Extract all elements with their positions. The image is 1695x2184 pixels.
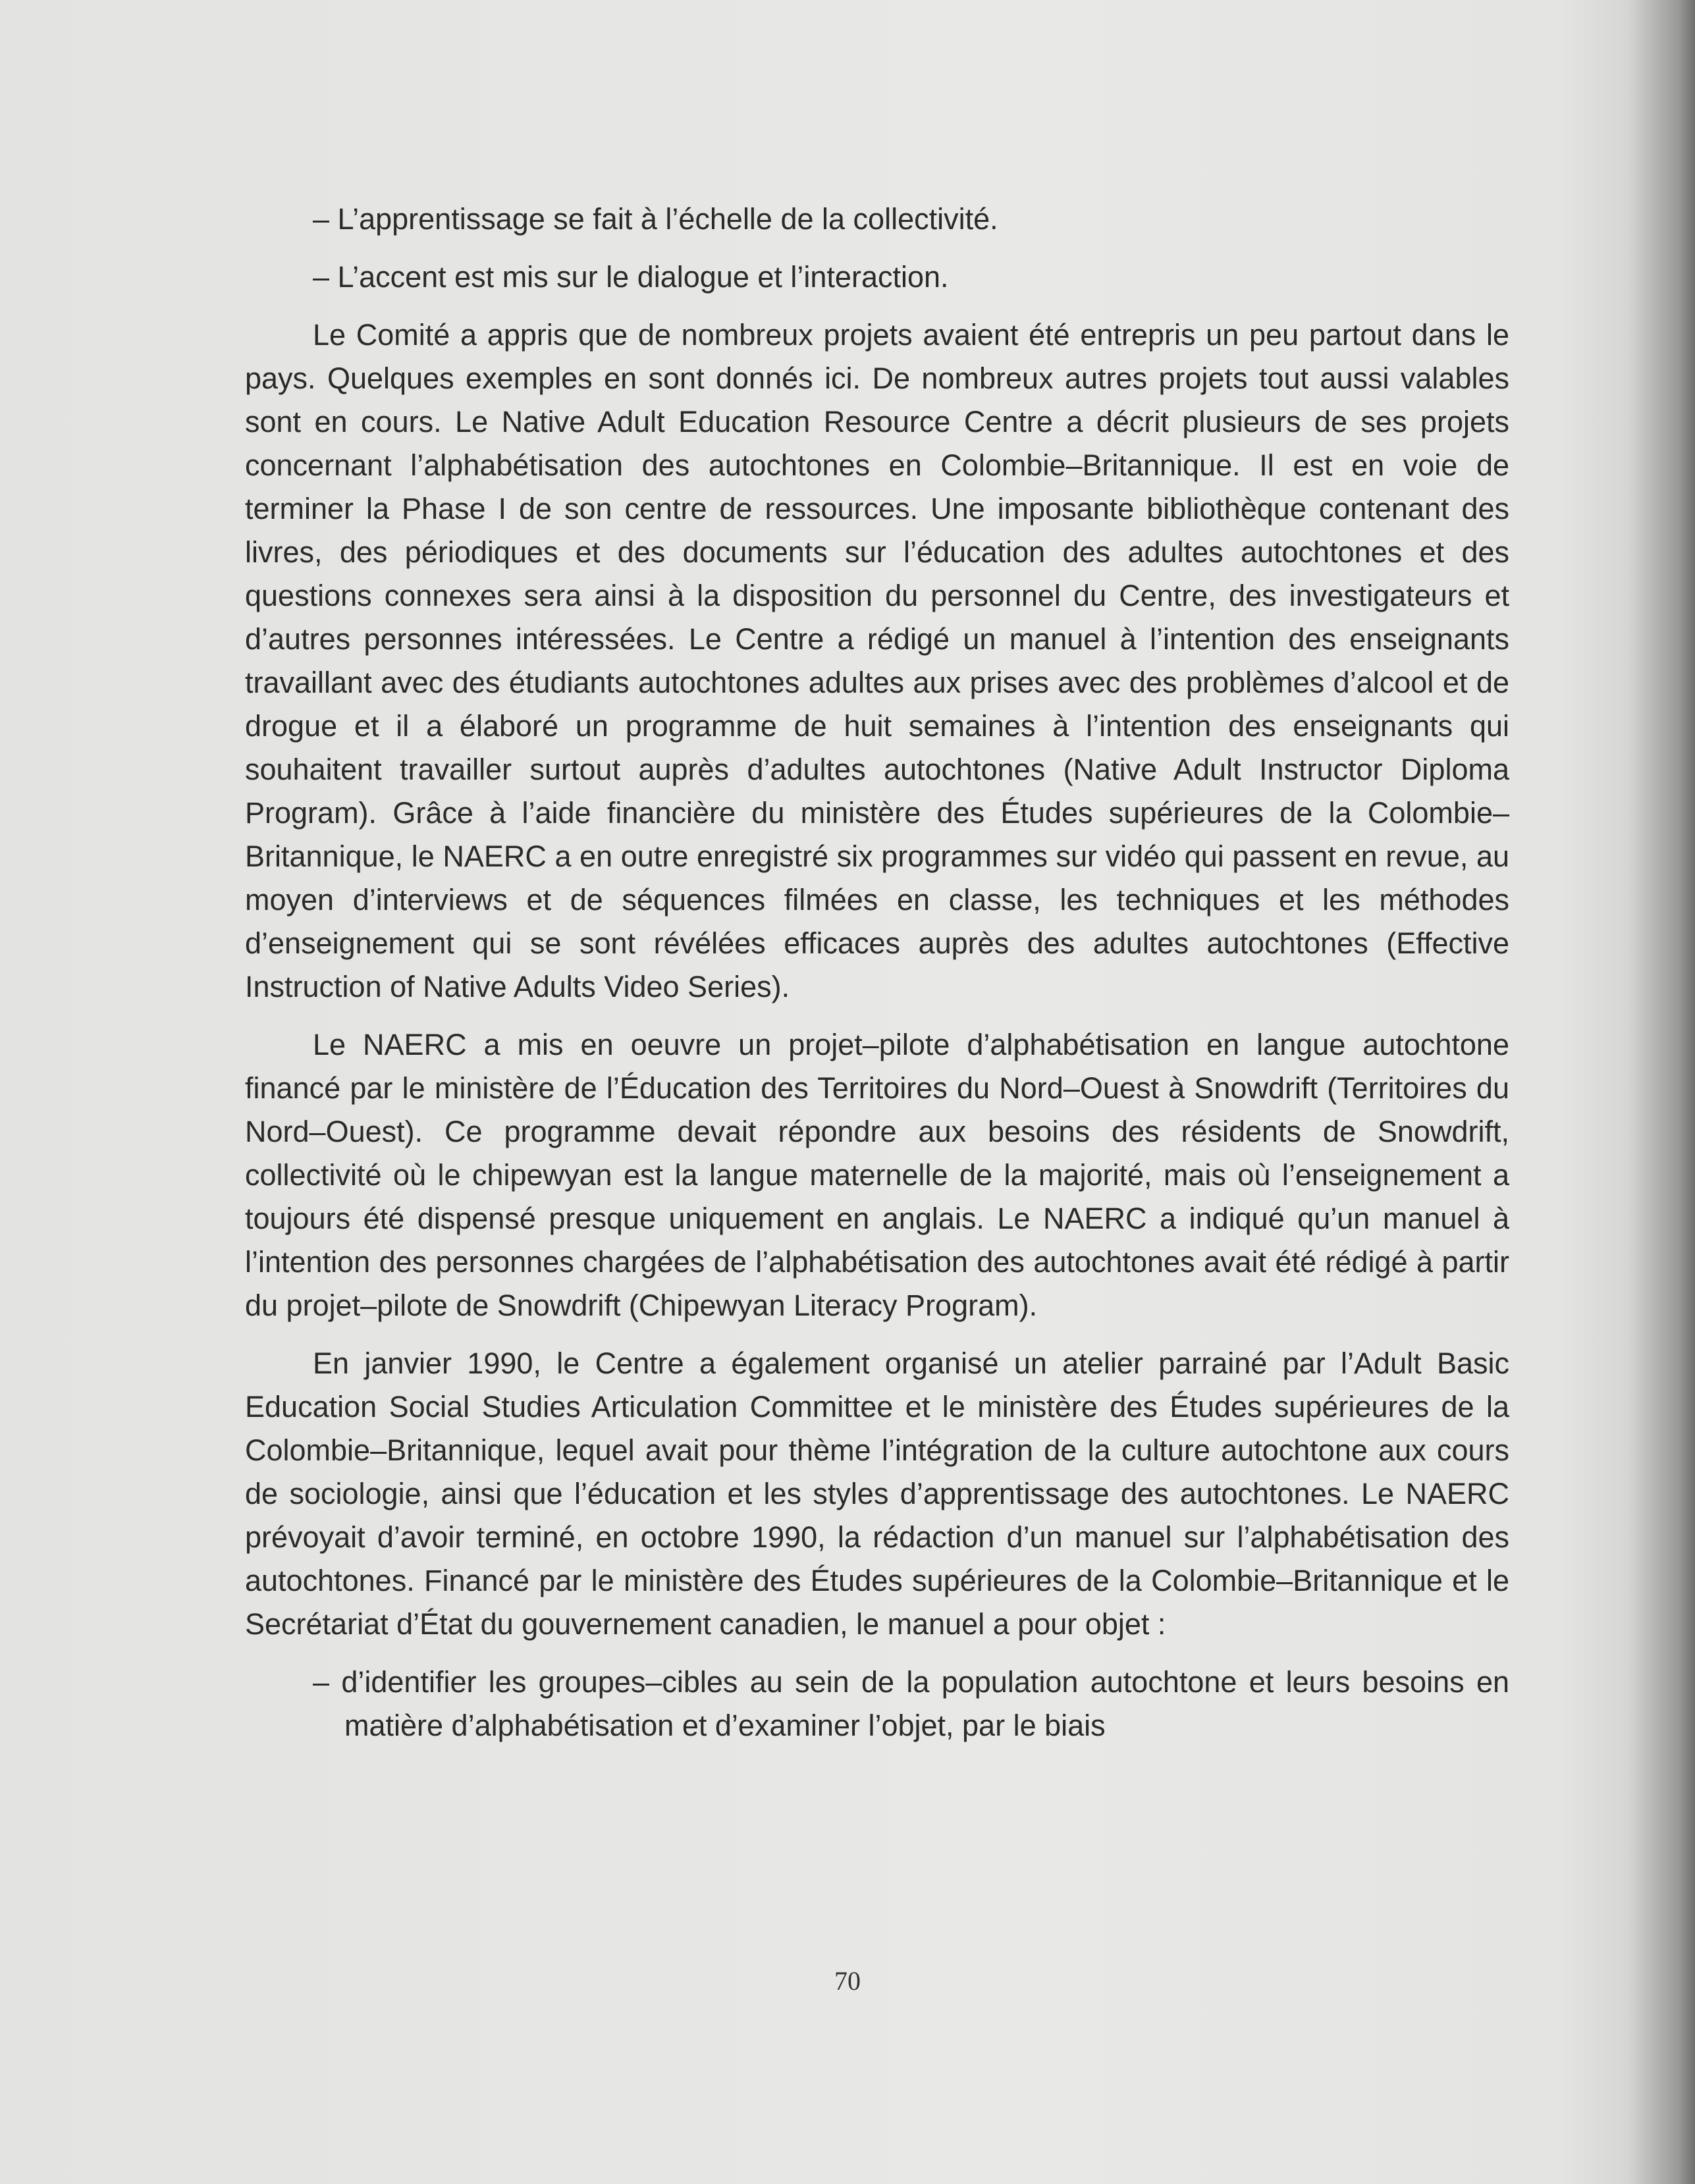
paragraph: Le NAERC a mis en oeuvre un projet–pilote d’alphabétisation en langue autochtone financé par le ministère de l’Éducation des Territoires du Nord–Ouest à Snowdrift (Territoires du Nord–Ouest). Ce programme devait répondre aux besoins des résidents de Snowdrift, collectivité où le chipewyan est la langue maternelle de la majorité, mais où l’enseignement a toujours été dispensé presque uniquement en anglais. Le NAERC a indiqué qu’un manuel à l’intention des personnes chargées de l’alphabétisation des autochtones avait été rédigé à partir du projet–pilote de Snowdrift (Chipewyan Literacy Program). (245, 1028, 1509, 1322)
paragraph: Le Comité a appris que de nombreux projets avaient été entrepris un peu partout dans le pays. Quelques exemples en sont donnés ici. De nombreux autres projets tout aussi valables sont en cours. Le Native Adult Education Resource Centre a décrit plusieurs de ses projets concernant l’alphabétisation des autochtones en Colombie–Britannique. Il est en voie de terminer la Phase I de son centre de ressources. Une imposante bibliothèque contenant des livres, des périodiques et des documents sur l’éducation des adultes autochtones et des questions connexes sera ainsi à la disposition du personnel du Centre, des investigateurs et d’autres personnes intéressées. Le Centre a rédigé un manuel à l’intention des enseignants travaillant avec des étudiants autochtones adultes aux prises avec des problèmes d’alcool et de drogue et il a élaboré un programme de huit semaines à l’intention des enseignants qui souhaitent travailler surtout auprès d’adultes autochtones (Native Adult Instructor Diploma Program). Grâce à l’aide financière du ministère des Études supérieures de la Colombie–Britannique, le NAERC a en outre enregistré six programmes sur vidéo qui passent en revue, au moyen d’interviews et de séquences filmées en classe, les techniques et les méthodes d’enseignement qui se sont révélées efficaces auprès des adultes autochtones (Effective Instruction of Native Adults Video Series). (245, 318, 1509, 1003)
body-text (245, 198, 1509, 1747)
page-number: 70 (834, 1966, 861, 1996)
bullet-item: – L’accent est mis sur le dialogue et l’interaction. (313, 260, 949, 294)
bullet-item: – d’identifier les groupes–cibles au sein de la population autochtone et leurs besoins en matière d’alphabétisation et d’examiner l’objet, par le biais (313, 1665, 1509, 1742)
bullet-item: – L’apprentissage se fait à l’échelle de la collectivité. (313, 202, 998, 236)
paragraph: En janvier 1990, le Centre a également organisé un atelier parrainé par l’Adult Basic Education Social Studies Articulation Committee et le ministère des Études supérieures de la Colombie–Britannique, lequel avait pour thème l’intégration de la culture autochtone aux cours de sociologie, ainsi que l’éducation et les styles d’apprentissage des autochtones. Le NAERC prévoyait d’avoir terminé, en octobre 1990, la rédaction d’un manuel sur l’alphabétisation des autochtones. Financé par le ministère des Études supérieures de la Colombie–Britannique et le Secrétariat d’État du gouvernement canadien, le manuel a pour objet : (245, 1346, 1509, 1641)
